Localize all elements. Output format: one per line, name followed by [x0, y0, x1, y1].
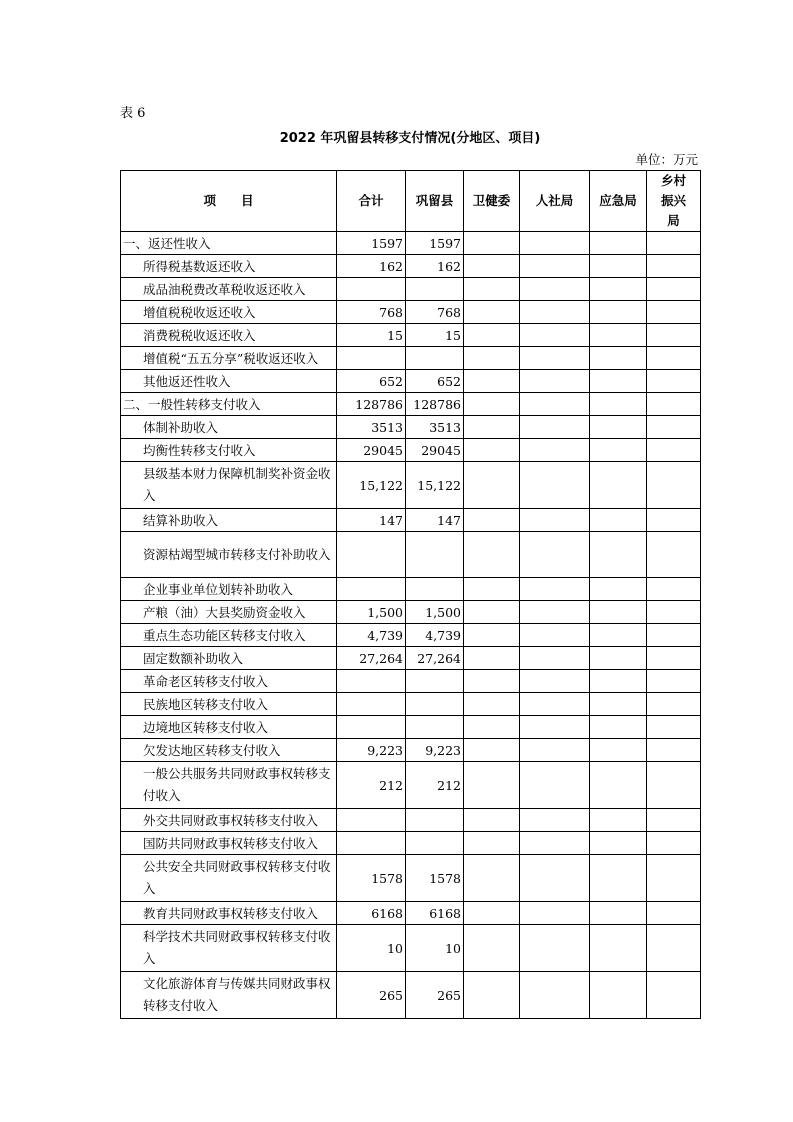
row-weijian-value: [464, 670, 520, 693]
row-gongliu-value: [406, 832, 464, 855]
row-yingji-value: [590, 925, 647, 972]
row-yingji-value: [590, 462, 647, 509]
row-item-name: 固定数额补助收入: [121, 647, 337, 670]
row-renshe-value: [520, 693, 590, 716]
row-total-value: [337, 670, 406, 693]
row-xiangcun-value: [647, 278, 701, 301]
table-row: [121, 855, 701, 902]
row-renshe-value: [520, 255, 590, 278]
row-renshe-value: [520, 624, 590, 647]
row-xiangcun-value: [647, 439, 701, 462]
row-total-value: 212: [337, 762, 406, 809]
row-xiangcun-value: [647, 393, 701, 416]
row-renshe-value: [520, 739, 590, 762]
row-total-value: [337, 347, 406, 370]
row-item-name: 均衡性转移支付收入: [121, 439, 337, 462]
row-xiangcun-value: [647, 370, 701, 393]
row-gongliu-value: 212: [406, 762, 464, 809]
row-item-name: 消费税税收返还收入: [121, 324, 337, 347]
row-yingji-value: [590, 647, 647, 670]
row-yingji-value: [590, 324, 647, 347]
row-gongliu-value: 147: [406, 509, 464, 532]
row-renshe-value: [520, 902, 590, 925]
row-item-name: 重点生态功能区转移支付收入: [121, 624, 337, 647]
row-total-value: 9,223: [337, 739, 406, 762]
table-row: [121, 232, 701, 255]
row-renshe-value: [520, 278, 590, 301]
table-row: [121, 578, 701, 601]
row-total-value: 768: [337, 301, 406, 324]
row-yingji-value: [590, 532, 647, 578]
row-xiangcun-value: [647, 416, 701, 439]
row-yingji-value: [590, 902, 647, 925]
row-total-value: 15: [337, 324, 406, 347]
column-header-item: 项 目: [121, 171, 337, 232]
row-renshe-value: [520, 439, 590, 462]
table-row: [121, 601, 701, 624]
table-row: [121, 902, 701, 925]
row-item-name: 所得税基数返还收入: [121, 255, 337, 278]
row-gongliu-value: [406, 278, 464, 301]
row-total-value: 15,122: [337, 462, 406, 509]
table-row: [121, 739, 701, 762]
row-yingji-value: [590, 624, 647, 647]
row-total-value: 652: [337, 370, 406, 393]
unit-label: 单位：万元: [635, 152, 698, 167]
row-renshe-value: [520, 809, 590, 832]
row-gongliu-value: 27,264: [406, 647, 464, 670]
column-header-yingji: 应急局: [590, 171, 647, 232]
row-xiangcun-value: [647, 925, 701, 972]
row-gongliu-value: [406, 693, 464, 716]
row-yingji-value: [590, 693, 647, 716]
row-total-value: 1597: [337, 232, 406, 255]
table-row: [121, 762, 701, 809]
row-item-name: 县级基本财力保障机制奖补资金收入: [121, 462, 337, 509]
row-total-value: 27,264: [337, 647, 406, 670]
row-xiangcun-value: [647, 324, 701, 347]
row-item-name: 资源枯竭型城市转移支付补助收入: [121, 532, 337, 578]
row-xiangcun-value: [647, 693, 701, 716]
row-xiangcun-value: [647, 347, 701, 370]
column-header-xiangcun: 乡村振兴局: [647, 171, 701, 232]
row-renshe-value: [520, 370, 590, 393]
row-renshe-value: [520, 509, 590, 532]
row-xiangcun-value: [647, 232, 701, 255]
row-yingji-value: [590, 670, 647, 693]
row-total-value: [337, 693, 406, 716]
row-yingji-value: [590, 972, 647, 1019]
table-row: [121, 301, 701, 324]
row-gongliu-value: 15: [406, 324, 464, 347]
row-gongliu-value: [406, 809, 464, 832]
row-gongliu-value: [406, 347, 464, 370]
row-item-name: 欠发达地区转移支付收入: [121, 739, 337, 762]
row-weijian-value: [464, 972, 520, 1019]
row-gongliu-value: 15,122: [406, 462, 464, 509]
row-item-name: 体制补助收入: [121, 416, 337, 439]
row-yingji-value: [590, 393, 647, 416]
table-row: [121, 716, 701, 739]
row-gongliu-value: 9,223: [406, 739, 464, 762]
table-row: [121, 693, 701, 716]
table-row: [121, 416, 701, 439]
row-total-value: 147: [337, 509, 406, 532]
row-weijian-value: [464, 347, 520, 370]
row-gongliu-value: 1,500: [406, 601, 464, 624]
row-renshe-value: [520, 462, 590, 509]
row-xiangcun-value: [647, 972, 701, 1019]
row-item-name: 成品油税费改革税收返还收入: [121, 278, 337, 301]
table-header-row: [121, 171, 701, 232]
table-row: [121, 647, 701, 670]
table-row: [121, 278, 701, 301]
row-gongliu-value: 768: [406, 301, 464, 324]
transfer-payment-table: [120, 170, 701, 1019]
row-renshe-value: [520, 855, 590, 902]
row-gongliu-value: 1597: [406, 232, 464, 255]
row-weijian-value: [464, 232, 520, 255]
table-row: [121, 324, 701, 347]
row-total-value: 162: [337, 255, 406, 278]
row-weijian-value: [464, 509, 520, 532]
row-weijian-value: [464, 578, 520, 601]
row-total-value: [337, 716, 406, 739]
row-yingji-value: [590, 301, 647, 324]
row-renshe-value: [520, 925, 590, 972]
row-yingji-value: [590, 278, 647, 301]
row-xiangcun-value: [647, 902, 701, 925]
row-gongliu-value: 1578: [406, 855, 464, 902]
row-total-value: 6168: [337, 902, 406, 925]
table-row: [121, 462, 701, 509]
row-weijian-value: [464, 762, 520, 809]
row-renshe-value: [520, 232, 590, 255]
row-item-name: 民族地区转移支付收入: [121, 693, 337, 716]
table-row: [121, 439, 701, 462]
document-title: 2022 年巩留县转移支付情况(分地区、项目): [279, 131, 541, 146]
column-header-total: 合计: [337, 171, 406, 232]
row-yingji-value: [590, 370, 647, 393]
row-yingji-value: [590, 509, 647, 532]
row-weijian-value: [464, 716, 520, 739]
table-body: [121, 232, 701, 1019]
table-number-label: 表 6: [120, 106, 146, 121]
row-total-value: 3513: [337, 416, 406, 439]
row-item-name: 其他返还性收入: [121, 370, 337, 393]
row-total-value: 1578: [337, 855, 406, 902]
row-item-name: 结算补助收入: [121, 509, 337, 532]
row-weijian-value: [464, 301, 520, 324]
row-yingji-value: [590, 578, 647, 601]
row-weijian-value: [464, 624, 520, 647]
row-gongliu-value: 3513: [406, 416, 464, 439]
row-gongliu-value: 128786: [406, 393, 464, 416]
row-item-name: 文化旅游体育与传媒共同财政事权转移支付收入: [121, 972, 337, 1019]
row-renshe-value: [520, 578, 590, 601]
row-renshe-value: [520, 716, 590, 739]
row-yingji-value: [590, 739, 647, 762]
row-weijian-value: [464, 739, 520, 762]
row-xiangcun-value: [647, 832, 701, 855]
row-weijian-value: [464, 809, 520, 832]
row-gongliu-value: 10: [406, 925, 464, 972]
row-xiangcun-value: [647, 601, 701, 624]
table-row: [121, 925, 701, 972]
row-item-name: 革命老区转移支付收入: [121, 670, 337, 693]
row-item-name: 增值税税收返还收入: [121, 301, 337, 324]
row-weijian-value: [464, 255, 520, 278]
row-item-name: 一般公共服务共同财政事权转移支付收入: [121, 762, 337, 809]
row-xiangcun-value: [647, 624, 701, 647]
row-gongliu-value: 6168: [406, 902, 464, 925]
column-header-weijian: 卫健委: [464, 171, 520, 232]
row-renshe-value: [520, 762, 590, 809]
row-total-value: 4,739: [337, 624, 406, 647]
row-weijian-value: [464, 925, 520, 972]
row-gongliu-value: 162: [406, 255, 464, 278]
row-gongliu-value: [406, 532, 464, 578]
row-weijian-value: [464, 370, 520, 393]
row-xiangcun-value: [647, 255, 701, 278]
row-item-name: 科学技术共同财政事权转移支付收入: [121, 925, 337, 972]
table-row: [121, 532, 701, 578]
row-xiangcun-value: [647, 532, 701, 578]
row-item-name: 外交共同财政事权转移支付收入: [121, 809, 337, 832]
row-weijian-value: [464, 601, 520, 624]
row-weijian-value: [464, 647, 520, 670]
row-xiangcun-value: [647, 462, 701, 509]
row-xiangcun-value: [647, 670, 701, 693]
row-yingji-value: [590, 762, 647, 809]
row-weijian-value: [464, 324, 520, 347]
row-yingji-value: [590, 601, 647, 624]
row-weijian-value: [464, 832, 520, 855]
row-gongliu-value: [406, 670, 464, 693]
row-total-value: 128786: [337, 393, 406, 416]
row-yingji-value: [590, 716, 647, 739]
row-renshe-value: [520, 393, 590, 416]
row-item-name: 一、返还性收入: [121, 232, 337, 255]
row-xiangcun-value: [647, 301, 701, 324]
row-item-name: 二、一般性转移支付收入: [121, 393, 337, 416]
row-renshe-value: [520, 972, 590, 1019]
row-total-value: 29045: [337, 439, 406, 462]
row-yingji-value: [590, 416, 647, 439]
row-total-value: 265: [337, 972, 406, 1019]
row-xiangcun-value: [647, 762, 701, 809]
row-gongliu-value: 4,739: [406, 624, 464, 647]
row-renshe-value: [520, 301, 590, 324]
row-yingji-value: [590, 832, 647, 855]
table-row: [121, 972, 701, 1019]
table-row: [121, 809, 701, 832]
row-gongliu-value: 265: [406, 972, 464, 1019]
table-row: [121, 347, 701, 370]
row-weijian-value: [464, 462, 520, 509]
row-total-value: [337, 532, 406, 578]
row-xiangcun-value: [647, 855, 701, 902]
row-renshe-value: [520, 601, 590, 624]
row-xiangcun-value: [647, 647, 701, 670]
row-renshe-value: [520, 324, 590, 347]
table-row: [121, 393, 701, 416]
row-renshe-value: [520, 416, 590, 439]
table-row: [121, 624, 701, 647]
row-total-value: 10: [337, 925, 406, 972]
row-weijian-value: [464, 278, 520, 301]
row-item-name: 企业事业单位划转补助收入: [121, 578, 337, 601]
row-total-value: [337, 578, 406, 601]
row-weijian-value: [464, 439, 520, 462]
row-xiangcun-value: [647, 578, 701, 601]
row-xiangcun-value: [647, 739, 701, 762]
row-weijian-value: [464, 532, 520, 578]
row-gongliu-value: [406, 716, 464, 739]
row-gongliu-value: 652: [406, 370, 464, 393]
row-renshe-value: [520, 647, 590, 670]
row-renshe-value: [520, 670, 590, 693]
row-renshe-value: [520, 832, 590, 855]
row-yingji-value: [590, 347, 647, 370]
row-yingji-value: [590, 255, 647, 278]
row-weijian-value: [464, 416, 520, 439]
row-renshe-value: [520, 532, 590, 578]
row-xiangcun-value: [647, 809, 701, 832]
table-row: [121, 255, 701, 278]
row-yingji-value: [590, 232, 647, 255]
table-row: [121, 370, 701, 393]
row-item-name: 公共安全共同财政事权转移支付收入: [121, 855, 337, 902]
row-yingji-value: [590, 809, 647, 832]
row-item-name: 国防共同财政事权转移支付收入: [121, 832, 337, 855]
row-gongliu-value: 29045: [406, 439, 464, 462]
row-yingji-value: [590, 855, 647, 902]
table-row: [121, 670, 701, 693]
row-total-value: [337, 278, 406, 301]
row-gongliu-value: [406, 578, 464, 601]
row-item-name: 产粮（油）大县奖励资金收入: [121, 601, 337, 624]
row-weijian-value: [464, 693, 520, 716]
row-weijian-value: [464, 393, 520, 416]
row-total-value: 1,500: [337, 601, 406, 624]
table-row: [121, 509, 701, 532]
row-item-name: 增值税“五五分享”税收返还收入: [121, 347, 337, 370]
row-total-value: [337, 809, 406, 832]
row-xiangcun-value: [647, 509, 701, 532]
row-item-name: 边境地区转移支付收入: [121, 716, 337, 739]
row-weijian-value: [464, 902, 520, 925]
column-header-renshe: 人社局: [520, 171, 590, 232]
column-header-gongliu: 巩留县: [406, 171, 464, 232]
row-yingji-value: [590, 439, 647, 462]
row-item-name: 教育共同财政事权转移支付收入: [121, 902, 337, 925]
table-row: [121, 832, 701, 855]
row-renshe-value: [520, 347, 590, 370]
row-xiangcun-value: [647, 716, 701, 739]
row-total-value: [337, 832, 406, 855]
row-weijian-value: [464, 855, 520, 902]
